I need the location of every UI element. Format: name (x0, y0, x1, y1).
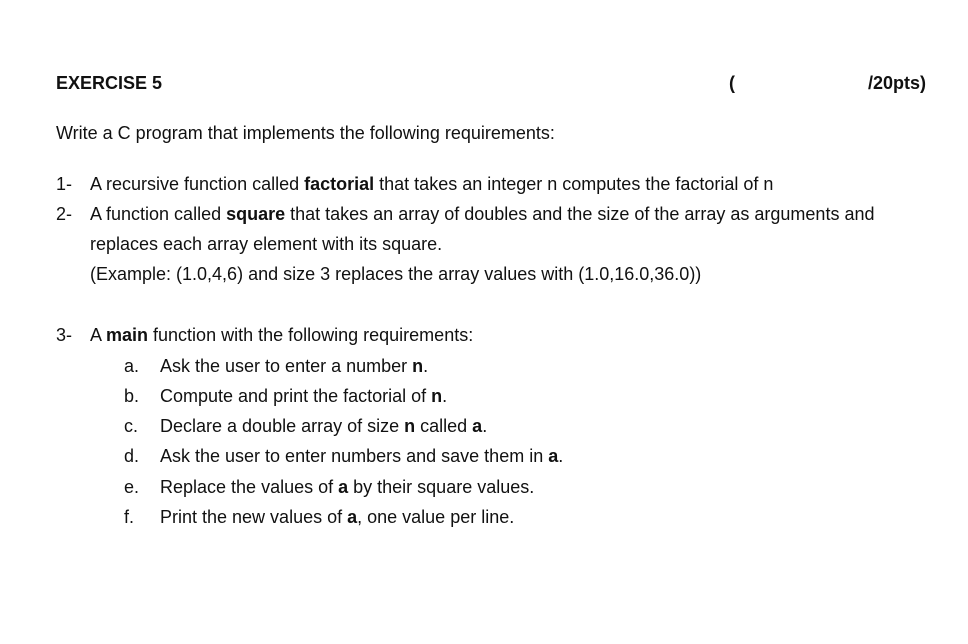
sub-text-part: called (415, 416, 473, 436)
requirement-text: A recursive function called (90, 174, 305, 194)
variable-name: a (548, 446, 559, 466)
exercise-points: /20pts) (867, 73, 926, 93)
variable-name: a (472, 416, 483, 436)
exercise-title: EXERCISE 5 (56, 73, 163, 93)
sub-text-part: . (423, 356, 429, 376)
sub-letter: b. (124, 386, 140, 406)
function-name: square (226, 204, 286, 224)
sub-text-part: . (482, 416, 488, 436)
sub-text (160, 411, 487, 441)
sub-text-part: Compute and print the factorial of (160, 386, 432, 406)
requirement-text: A (90, 325, 107, 345)
sub-text-part: Replace the values of (160, 477, 339, 497)
requirement-text: that takes an integer n computes the factorial of n (374, 174, 774, 194)
sub-text-part: Ask the user to enter numbers and save them in (160, 446, 549, 466)
sub-text-part: . (558, 446, 564, 466)
requirement-example: (Example: (1.0,4,6) and size 3 replaces the array values with (1.0,16.0,36.0)) (90, 264, 702, 284)
sub-text-part: , one value per line. (357, 507, 515, 527)
sub-text-part: by their square values. (348, 477, 535, 497)
variable-name: n (412, 356, 424, 376)
requirement-line (90, 169, 773, 199)
sub-text (160, 381, 447, 411)
requirement-body (90, 169, 773, 199)
sub-letter: a. (124, 356, 140, 376)
requirement-number: 3- (56, 325, 73, 345)
sub-text (160, 502, 514, 532)
sub-text-part: . (442, 386, 448, 406)
requirement-number: 1- (56, 174, 73, 194)
variable-name: n (404, 416, 416, 436)
requirement-line (90, 199, 874, 229)
sub-text (160, 351, 428, 381)
requirement-body (90, 199, 874, 289)
variable-name: a (347, 507, 358, 527)
requirement-text: that takes an array of doubles and the size of the array as arguments and (285, 204, 875, 224)
function-name: factorial (304, 174, 375, 194)
function-name: main (106, 325, 149, 345)
sub-letter: c. (124, 416, 139, 436)
sub-text (160, 441, 563, 471)
intro-text: Write a C program that implements the following requirements: (56, 123, 555, 143)
sub-letter: f. (124, 507, 135, 527)
sub-text-part: Ask the user to enter a number (160, 356, 413, 376)
sub-letter: e. (124, 477, 140, 497)
exercise-header (56, 73, 926, 97)
sub-text (160, 472, 534, 502)
requirement-line (90, 320, 473, 350)
variable-name: n (431, 386, 443, 406)
requirement-number: 2- (56, 204, 73, 224)
requirement-line: replaces each array element with its square. (90, 234, 443, 254)
requirement-text: function with the following requirements: (148, 325, 474, 345)
requirement-text: A function called (90, 204, 227, 224)
score-open-paren: ( (729, 73, 735, 93)
sub-text-part: Declare a double array of size (160, 416, 405, 436)
requirement-body (90, 320, 473, 350)
variable-name: a (338, 477, 349, 497)
sub-text-part: Print the new values of (160, 507, 348, 527)
sub-letter: d. (124, 446, 140, 466)
